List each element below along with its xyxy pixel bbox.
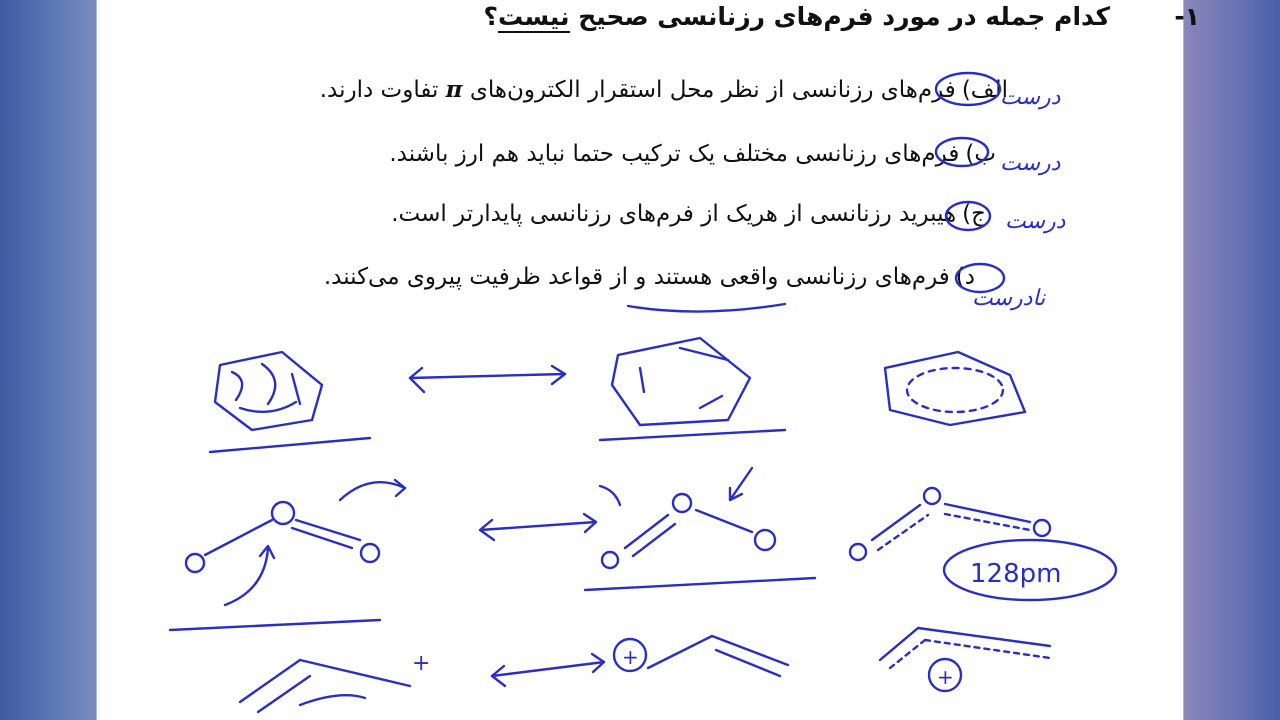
curved-arrow-2a	[600, 486, 620, 505]
resonance-arrow-1	[410, 374, 565, 378]
benzene-hybrid	[885, 352, 1025, 425]
curved-arrow-top	[340, 482, 405, 500]
ozone-hybrid-partial-left	[878, 515, 928, 550]
allyl-hybrid-bond-1	[880, 628, 918, 660]
allyl2-double-bond	[716, 650, 780, 676]
curved-arrowhead-top	[395, 480, 405, 496]
benzene-bond-1	[640, 368, 644, 392]
option-a-text-end: تفاوت دارند.	[319, 77, 446, 103]
question-number: -۱	[1174, 2, 1200, 31]
ozone-hybrid-oxygen-right	[1034, 520, 1050, 536]
resonance-arrow-3	[492, 662, 604, 676]
ozone2-oxygen-left	[602, 552, 618, 568]
arrowhead-left-1	[410, 368, 424, 392]
allyl-hybrid-charge: +	[937, 665, 954, 689]
circle-option-b	[936, 138, 988, 166]
allyl2-bond-1	[648, 636, 712, 668]
ozone2-oxygen-top	[673, 494, 691, 512]
option-d-label: د)	[955, 264, 975, 290]
option-b-text: فرم‌های رزنانسی مختلف یک ترکیب حتما نباید هم ارز باشند.	[389, 141, 960, 167]
option-a-text: فرم‌های رزنانسی از نظر محل استقرار الکترون‌های	[462, 77, 956, 103]
ozone-bond-left	[205, 520, 272, 555]
mark-c: درست	[1005, 209, 1066, 234]
ozone2-bond-right	[696, 510, 752, 532]
allyl-hybrid-bond-2	[918, 628, 1050, 646]
bond-length-label: 128pm	[970, 559, 1062, 589]
benzene-drawing-2	[612, 338, 750, 425]
question-text-main: کدام جمله در مورد فرم‌های رزنانسی صحیح	[569, 2, 1110, 31]
option-d-text: فرم‌های رزنانسی واقعی هستند و از قواعد ظرفیت پیروی می‌کنند.	[323, 264, 950, 290]
benzene-bond-3	[700, 396, 722, 408]
ozone2-double-bond-b	[633, 524, 675, 556]
mark-a: درست	[1000, 85, 1061, 110]
ozone-double-bond-a	[296, 520, 360, 540]
underline-real	[628, 304, 785, 312]
question-negative-word: نیست	[498, 2, 570, 31]
ozone-oxygen-left	[186, 554, 204, 572]
ozone-double-bond-b	[292, 528, 352, 548]
underline-row2-left	[170, 620, 380, 630]
allyl-bond-1	[240, 660, 300, 702]
ozone-hybrid-bond-right	[945, 504, 1030, 522]
allyl-curved-arrow	[300, 695, 365, 705]
allyl-hybrid-partial-1	[890, 640, 925, 668]
mark-b: درست	[1000, 151, 1061, 176]
allyl-bond-2	[300, 660, 410, 686]
allyl2-charge: +	[622, 645, 639, 669]
ozone2-oxygen-right	[755, 530, 775, 550]
option-c-label: ج)	[962, 201, 986, 227]
mark-d: نادرست	[972, 286, 1046, 311]
benzene-scribble	[232, 364, 300, 412]
pi-symbol: π	[445, 76, 463, 103]
ozone2-double-bond-a	[625, 515, 668, 548]
allyl-double-bond	[258, 676, 310, 712]
resonance-arrow-2	[480, 522, 596, 530]
ozone-oxygen-right	[361, 544, 379, 562]
delocalized-ring	[907, 368, 1003, 412]
underline-row1-left	[210, 438, 370, 452]
option-a-label: الف)	[961, 77, 1008, 103]
benzene-drawing-1	[215, 352, 322, 430]
ozone-hybrid-oxygen-top	[924, 488, 940, 504]
ozone-hybrid-bond-left	[872, 505, 920, 540]
circle-option-a	[936, 73, 1000, 105]
option-b-label: ب)	[965, 141, 996, 167]
curved-arrow-bottom	[225, 548, 268, 605]
ozone-hybrid-oxygen-left	[850, 544, 866, 560]
underline-row1-mid	[600, 430, 785, 440]
ozone-hybrid-partial-right	[945, 514, 1030, 530]
allyl-charge: +	[412, 651, 431, 676]
circle-option-c	[946, 202, 990, 230]
allyl2-bond-2	[712, 636, 788, 665]
ozone-oxygen-top	[272, 502, 294, 524]
option-c-text: هیبرید رزنانسی از هریک از فرم‌های رزنانسی پایدارتر است.	[391, 201, 957, 227]
underline-row2-mid	[585, 578, 815, 590]
question-mark: ؟	[483, 2, 498, 31]
